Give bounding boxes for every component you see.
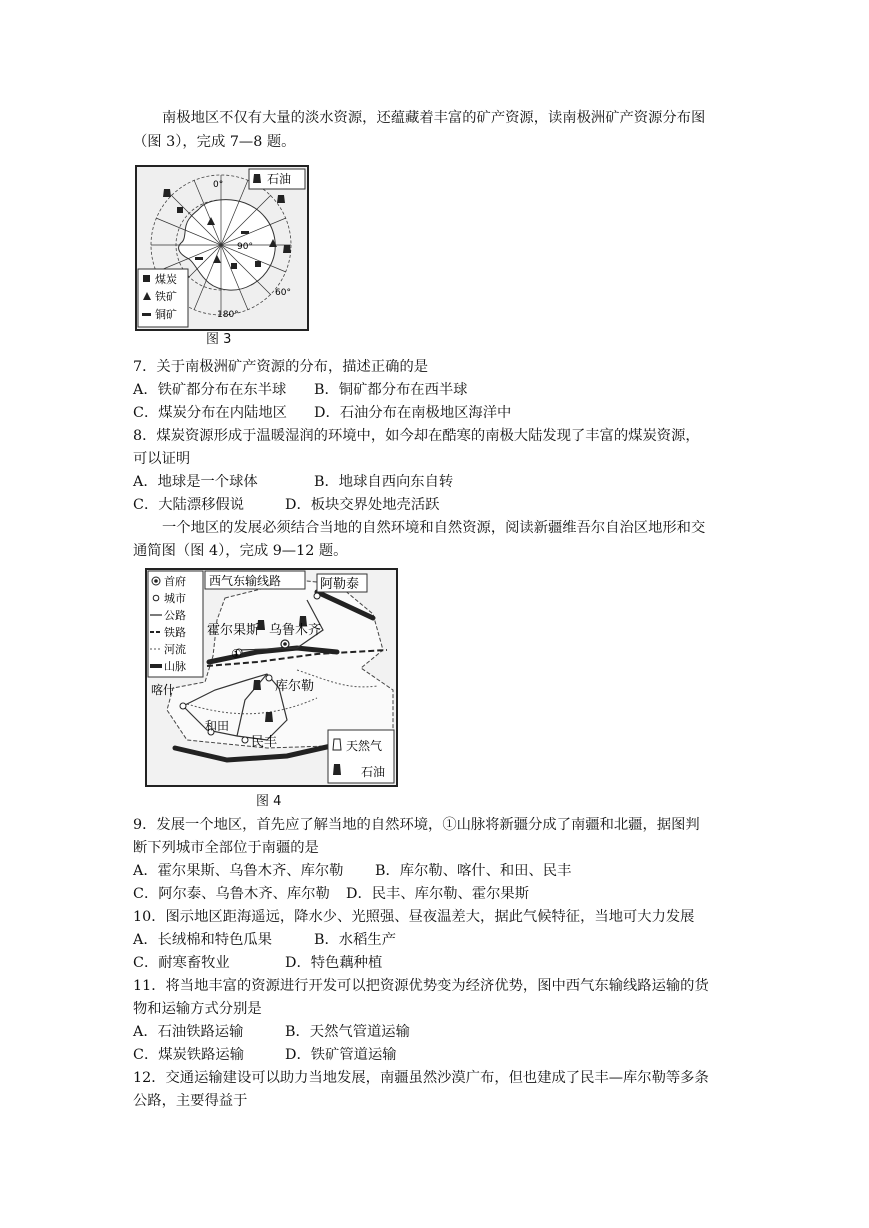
- city-label-altay: 阿勒泰: [320, 577, 360, 592]
- xinjiang-map-drawing: [147, 570, 396, 785]
- figure-4-caption: 图 4: [256, 794, 282, 809]
- q8-stem: 可以证明: [133, 451, 191, 467]
- mountain-marker-1: ①: [231, 647, 242, 661]
- legend-river-label: 河流: [164, 643, 186, 656]
- antarctica-resource-map: [135, 165, 309, 331]
- q9-option-a: A．霍尔果斯、乌鲁木齐、库尔勒: [133, 863, 344, 879]
- pipeline-title: 西气东输线路: [209, 574, 282, 588]
- q8-stem: 8．煤炭资源形成于温暖湿润的环境中，如今却在酷寒的南极大陆发现了丰富的煤炭资源，: [133, 428, 700, 444]
- xinjiang-terrain-transport-map: [145, 568, 398, 787]
- legend-capital-label: 首府: [164, 575, 186, 588]
- q8-option-b: B．地球自西向东自转: [314, 474, 454, 490]
- intro-paragraph-line: （图 3），完成 7—8 题。: [133, 134, 296, 150]
- city-label-korla: 库尔勒: [275, 679, 315, 694]
- q8-option-c: C．大陆漂移假说: [133, 497, 245, 513]
- legend-city-label: 城市: [164, 592, 186, 605]
- q7-stem: 7．关于南极洲矿产资源的分布，描述正确的是: [133, 359, 429, 375]
- meridian-label: 0°: [213, 180, 224, 190]
- q9-stem: 断下列城市全部位于南疆的是: [133, 840, 319, 856]
- legend-coal-label: 煤炭: [155, 273, 177, 286]
- q9-option-b: B．库尔勒、喀什、和田、民丰: [375, 863, 572, 879]
- q11-stem: 11．将当地丰富的资源进行开发可以把资源优势变为经济优势，图中西气东输线路运输的货: [133, 978, 709, 994]
- city-label-minfeng: 民丰: [251, 735, 278, 750]
- city-label-hotan: 和田: [205, 719, 230, 733]
- intro-paragraph-line: 一个地区的发展必须结合当地的自然环境和自然资源，阅读新疆维吾尔自治区地形和交: [162, 520, 706, 536]
- q12-stem: 12．交通运输建设可以助力当地发展，南疆虽然沙漠广布，但也建成了民丰—库尔勒等多条: [133, 1070, 709, 1086]
- q11-option-a: A．石油铁路运输: [133, 1024, 244, 1040]
- meridian-label: 180°: [217, 310, 239, 320]
- antarctica-map-drawing: [137, 167, 307, 329]
- q7-option-a: A．铁矿都分布在东半球: [133, 382, 287, 398]
- q11-stem: 物和运输方式分别是: [133, 1001, 262, 1017]
- q9-option-c: C．阿尔泰、乌鲁木齐、库尔勒: [133, 886, 330, 902]
- legend-mountain-label: 山脉: [164, 660, 186, 673]
- legend-gas-label: 天然气: [346, 739, 383, 753]
- legend-iron-label: 铁矿: [155, 290, 177, 303]
- legend-copper-label: 铜矿: [155, 308, 177, 321]
- q7-option-d: D．石油分布在南极地区海洋中: [314, 405, 512, 421]
- city-label-khorgos: 霍尔果斯: [207, 623, 260, 638]
- q9-option-d: D．民丰、库尔勒、霍尔果斯: [346, 886, 530, 902]
- q10-option-a: A．长绒棉和特色瓜果: [133, 932, 272, 948]
- parallel-label: 60°: [275, 288, 291, 298]
- q10-stem: 10．图示地区距海遥远，降水少、光照强、昼夜温差大，据此气候特征，当地可大力发展: [133, 909, 695, 925]
- q11-option-d: D．铁矿管道运输: [285, 1047, 397, 1063]
- q9-stem: 9．发展一个地区，首先应了解当地的自然环境，①山脉将新疆分成了南疆和北疆，据图判: [133, 817, 700, 833]
- city-label-kashgar: 喀什: [151, 683, 176, 697]
- intro-paragraph-line: 通简图（图 4），完成 9—12 题。: [133, 543, 348, 559]
- intro-paragraph-line: 南极地区不仅有大量的淡水资源，还蕴藏着丰富的矿产资源，读南极洲矿产资源分布图: [162, 110, 706, 126]
- q10-option-c: C．耐寒畜牧业: [133, 955, 230, 971]
- q10-option-b: B．水稻生产: [314, 932, 396, 948]
- q11-option-c: C．煤炭铁路运输: [133, 1047, 245, 1063]
- q7-option-b: B．铜矿都分布在西半球: [314, 382, 468, 398]
- legend-railway-label: 铁路: [164, 626, 186, 639]
- legend-oil-label: 石油: [361, 765, 386, 779]
- q10-option-d: D．特色藕种植: [285, 955, 383, 971]
- q12-stem: 公路，主要得益于: [133, 1093, 248, 1109]
- q8-option-d: D．板块交界处地壳活跃: [285, 497, 440, 513]
- q7-option-c: C．煤炭分布在内陆地区: [133, 405, 287, 421]
- figure-3-caption: 图 3: [206, 332, 232, 347]
- legend-road-label: 公路: [164, 609, 186, 622]
- city-label-urumqi: 乌鲁木齐: [269, 623, 322, 638]
- q11-option-b: B．天然气管道运输: [285, 1024, 410, 1040]
- legend-oil-label: 石油: [267, 172, 292, 186]
- q8-option-a: A．地球是一个球体: [133, 474, 258, 490]
- meridian-label: 90°: [237, 242, 253, 252]
